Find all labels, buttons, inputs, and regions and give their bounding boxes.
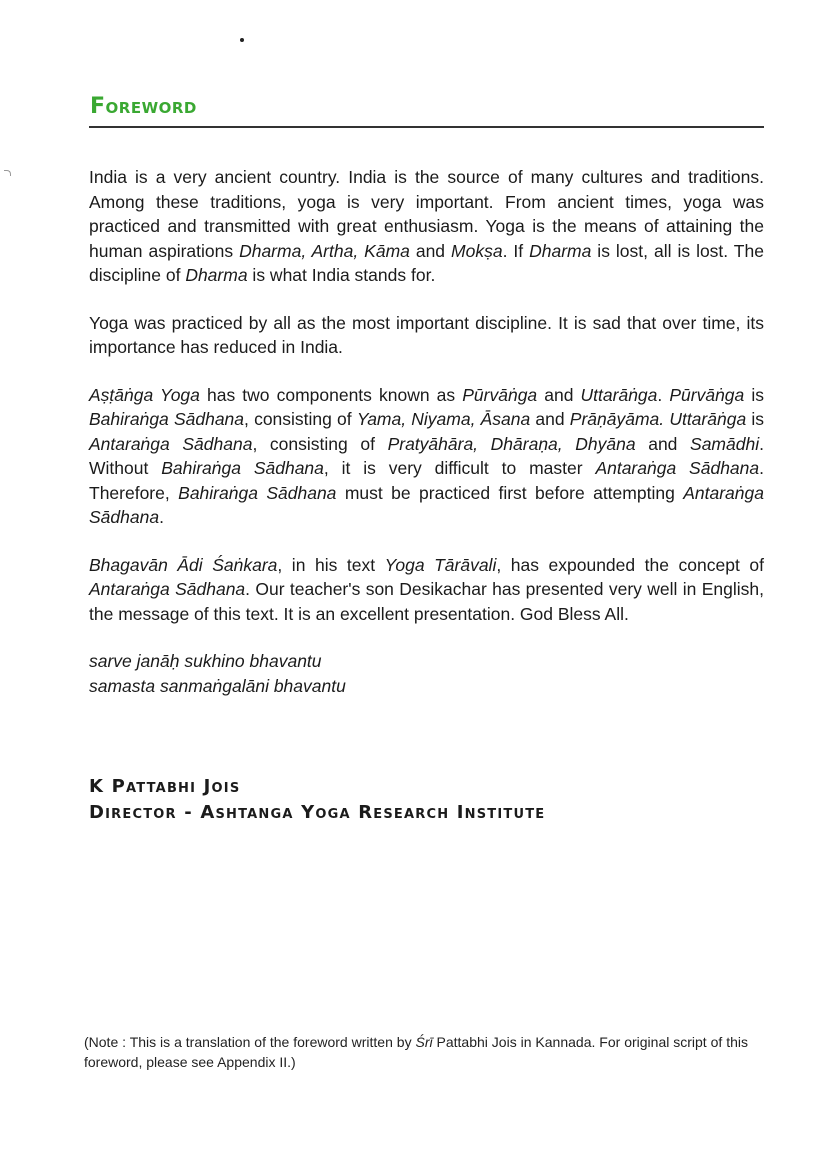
italic-term: Antaraṅga Sādhana <box>595 458 760 478</box>
heading-rule <box>89 126 764 128</box>
italic-term: Aṣṭāṅga Yoga <box>89 384 200 405</box>
foreword-body <box>89 165 764 826</box>
paragraph-2: Yoga was practiced by all as the most important discipline. It is sad that over time, its importance has reduced in India. <box>89 312 764 357</box>
author-title: Director - Ashtanga Yoga Research Institute <box>89 802 546 823</box>
italic-term: Dharma <box>185 265 248 285</box>
verse-line-1: sarve janāḥ sukhino bhavantu <box>89 651 322 671</box>
sanskrit-verse <box>89 649 764 698</box>
page-title: Foreword <box>90 94 197 119</box>
margin-mark <box>4 170 11 176</box>
italic-term: Samādhi <box>690 433 760 454</box>
italic-term: Pūrvāṅga <box>669 384 745 405</box>
italic-term: Antaraṅga Sādhana <box>89 579 246 599</box>
italic-term: Antaraṅga Sādhana <box>89 482 764 527</box>
italic-term: Dharma <box>529 240 592 261</box>
scan-speck <box>240 38 244 42</box>
italic-term: Bahiraṅga Sādhana <box>89 409 245 429</box>
italic-term: Prāṇāyāma. Uttarāṅga <box>569 409 747 429</box>
italic-term: Bahiraṅga Sādhana <box>178 482 337 503</box>
paragraph-3: Aṣṭāṅga Yoga has two components known as Pūrvāṅga and Uttarāṅga. Pūrvāṅga is Bahiraṅga Sādhana, consisting of Yama, Niyama, Āsana and Prāṇāyāma. Uttarāṅga is Antaraṅga Sādhana, consisting of Pratyāhāra, Dhāraṇa, Dhyāna and Samādhi. Without Bahiraṅga Sādhana, it is very difficult to master Antaraṅga Sādhana. Therefore, Bahiraṅga Sādhana must be practiced first before attempting Antaraṅga Sādhana. <box>89 384 765 527</box>
italic-term: Dharma, Artha, Kāma <box>239 240 410 261</box>
italic-term: Pratyāhāra, Dhāraṇa, Dhyāna <box>387 433 636 454</box>
italic-term: Uttarāṅga <box>580 384 658 405</box>
paragraph-4: Bhagavān Ādi Śaṅkara, in his text Yoga Tārāvali, has expounded the concept of Antaraṅga Sādhana. Our teacher's son Desikachar has presented very well in English, the message of this text. It is an excellent presentation. God Bless All. <box>89 554 764 624</box>
verse-line-2: samasta sanmaṅgalāni bhavantu <box>89 675 346 696</box>
signature-block <box>89 774 764 826</box>
italic-term: Bhagavān Ādi Śaṅkara <box>89 554 278 575</box>
italic-term: Mokṣa <box>451 240 503 261</box>
paragraph-1: India is a very ancient country. India is the source of many cultures and traditions. Among these traditions, yoga is very important. From ancient times, yoga was practiced and transmitted with great enthusiasm. Yoga is the means of attaining the human aspirations Dharma, Artha, Kāma and Mokṣa. If Dharma is lost, all is lost. The discipline of Dharma is what India stands for. <box>89 167 764 285</box>
author-name: K Pattabhi Jois <box>89 776 241 797</box>
italic-term: Yama, Niyama, Āsana <box>356 409 531 429</box>
italic-term: Antaraṅga Sādhana <box>89 433 253 454</box>
italic-term: Śrī <box>415 1034 433 1050</box>
italic-term: Pūrvāṅga <box>462 384 538 405</box>
italic-term: Yoga Tārāvali <box>384 554 497 575</box>
translation-note: (Note : This is a translation of the foreword written by Śrī Pattabhi Jois in Kannada. For original script of this foreword, please see Appendix II.) <box>84 1034 748 1070</box>
italic-term: Bahiraṅga Sādhana <box>161 458 324 478</box>
